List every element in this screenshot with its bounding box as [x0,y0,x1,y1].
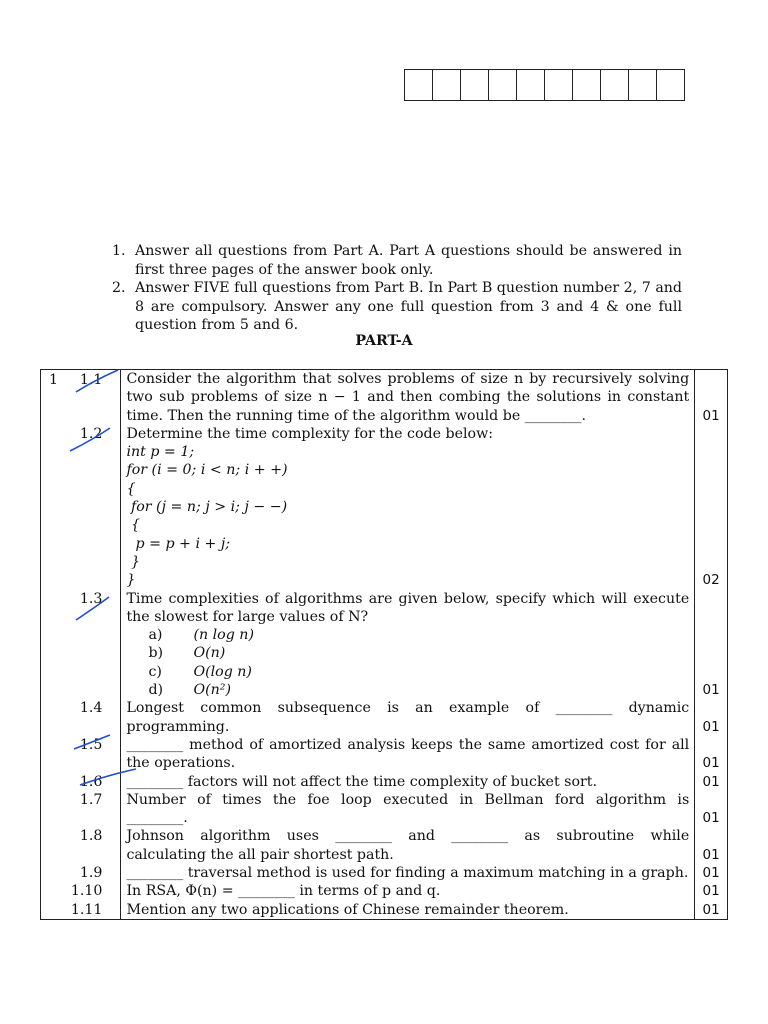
code-line: for (j = n; j > i; j − −) [126,499,288,516]
part-title: PART-A [355,333,413,349]
question-text: Determine the time complexity for the code below: [126,425,493,442]
code-line: { [126,480,136,497]
usn-box [656,69,685,101]
question-number: 1.10 [70,883,103,900]
question-number-cell [41,864,121,882]
question-number-cell [41,425,121,590]
question-number-cell [41,773,121,791]
instruction-item [112,279,682,335]
question-text-line: calculating the all pair shortest path. [126,846,394,863]
question-row [41,736,728,773]
usn-box [572,69,601,101]
question-number-cell [41,827,121,864]
option-label: c) [148,663,162,680]
question-number: 1.11 [70,901,103,918]
question-text: Time complexities of algorithms are given below, specify which will execute the slowest for large values of N? [126,590,690,625]
option-value: O(log n) [193,663,252,680]
usn-box [488,69,517,101]
question-text: ________ method of amortized analysis keeps the same amortized cost for all the operations. [121,736,695,773]
question-body [121,791,695,828]
question-number: 1.7 [79,791,103,808]
instruction-number: 2. [112,280,126,296]
usn-box [628,69,657,101]
question-text: ________ factors will not affect the time complexity of bucket sort. [121,773,695,791]
question-number: 1.8 [79,828,103,845]
code-line: int p = 1; [126,444,195,461]
marks: 01 [695,773,728,791]
marks: 01 [695,882,728,900]
question-row [41,882,728,900]
usn-box [600,69,629,101]
question-row [41,699,728,736]
question-text: ________ traversal method is used for finding a maximum matching in a graph. [121,864,695,882]
option-label: a) [148,627,163,644]
marks: 01 [695,791,728,828]
question-text: Number of times the foe loop executed in Bellman ford algorithm is [126,791,690,808]
instruction-item [112,242,682,279]
code-line: } [126,572,136,589]
question-number-cell [41,736,121,773]
question-text: Longest common subsequence is an example of ________ dynamic [126,700,690,717]
question-number: 1.1 [79,372,103,388]
usn-box [544,69,573,101]
option-item [126,663,689,681]
usn-box [516,69,545,101]
usn-entry-boxes [404,69,685,101]
question-text: Mention any two applications of Chinese remainder theorem. [121,901,695,920]
question-number: 1.2 [79,425,103,442]
question-number: 1.3 [79,590,103,607]
question-row [41,901,728,920]
option-item [126,626,689,644]
instruction-text: Answer all questions from Part A. Part A questions should be answered in first three pages of the answer book only. [135,243,682,278]
question-row [41,590,728,700]
question-row [41,773,728,791]
question-number: 1.4 [79,700,103,717]
question-text: In RSA, Φ(n) = ________ in terms of p and q. [121,882,695,900]
question-text-line [126,699,689,717]
instructions-list [112,242,682,335]
instruction-number: 1. [112,243,126,259]
marks: 01 [695,699,728,736]
code-line: } [126,553,140,570]
option-value: O(n) [193,645,226,662]
question-body [121,425,695,590]
option-label: b) [148,645,164,662]
usn-box [404,69,433,101]
code-line: for (i = 0; i < n; i + +) [126,462,288,479]
question-text-line: programming. [126,718,230,735]
question-number-cell [41,370,121,425]
question-body [121,827,695,864]
marks: 01 [695,370,728,425]
question-number: 1.5 [79,736,103,753]
marks: 01 [695,736,728,773]
question-row [41,425,728,590]
question-body [121,590,695,700]
instruction-text: Answer FIVE full questions from Part B. In Part B question number 2, 7 and 8 are compulsory. Answer any one full question from 3 and 4 & one full question from 5 and 6. [135,280,682,333]
question-row [41,791,728,828]
questions-table [40,369,728,920]
question-row [41,370,728,425]
code-line: p = p + i + j; [126,535,231,552]
option-value: (n log n) [193,627,254,644]
marks: 02 [695,425,728,590]
question-number-cell [41,699,121,736]
option-item [126,681,689,699]
usn-box [460,69,489,101]
code-line: { [126,517,140,534]
marks: 01 [695,901,728,920]
question-number-cell [41,791,121,828]
option-item [126,644,689,662]
question-text: Johnson algorithm uses ________ and ________ as subroutine while [126,828,690,845]
question-row [41,827,728,864]
usn-box [432,69,461,101]
option-label: d) [148,682,164,699]
question-number: 1.6 [79,773,103,790]
question-number-cell [41,901,121,920]
question-row [41,864,728,882]
question-text-line: ________. [126,810,188,827]
question-body [121,699,695,736]
marks: 01 [695,590,728,700]
marks: 01 [695,827,728,864]
option-value: O(n²) [193,682,231,699]
question-number-cell [41,882,121,900]
question-number: 1.9 [79,865,103,882]
main-question-number: 1 [49,372,59,388]
question-number-cell [41,590,121,700]
question-text: Consider the algorithm that solves problems of size n by recursively solving two sub problems of size n − 1 and then combing the solutions in constant time. Then the running time of the algorithm would be ________. [121,370,695,425]
marks: 01 [695,864,728,882]
